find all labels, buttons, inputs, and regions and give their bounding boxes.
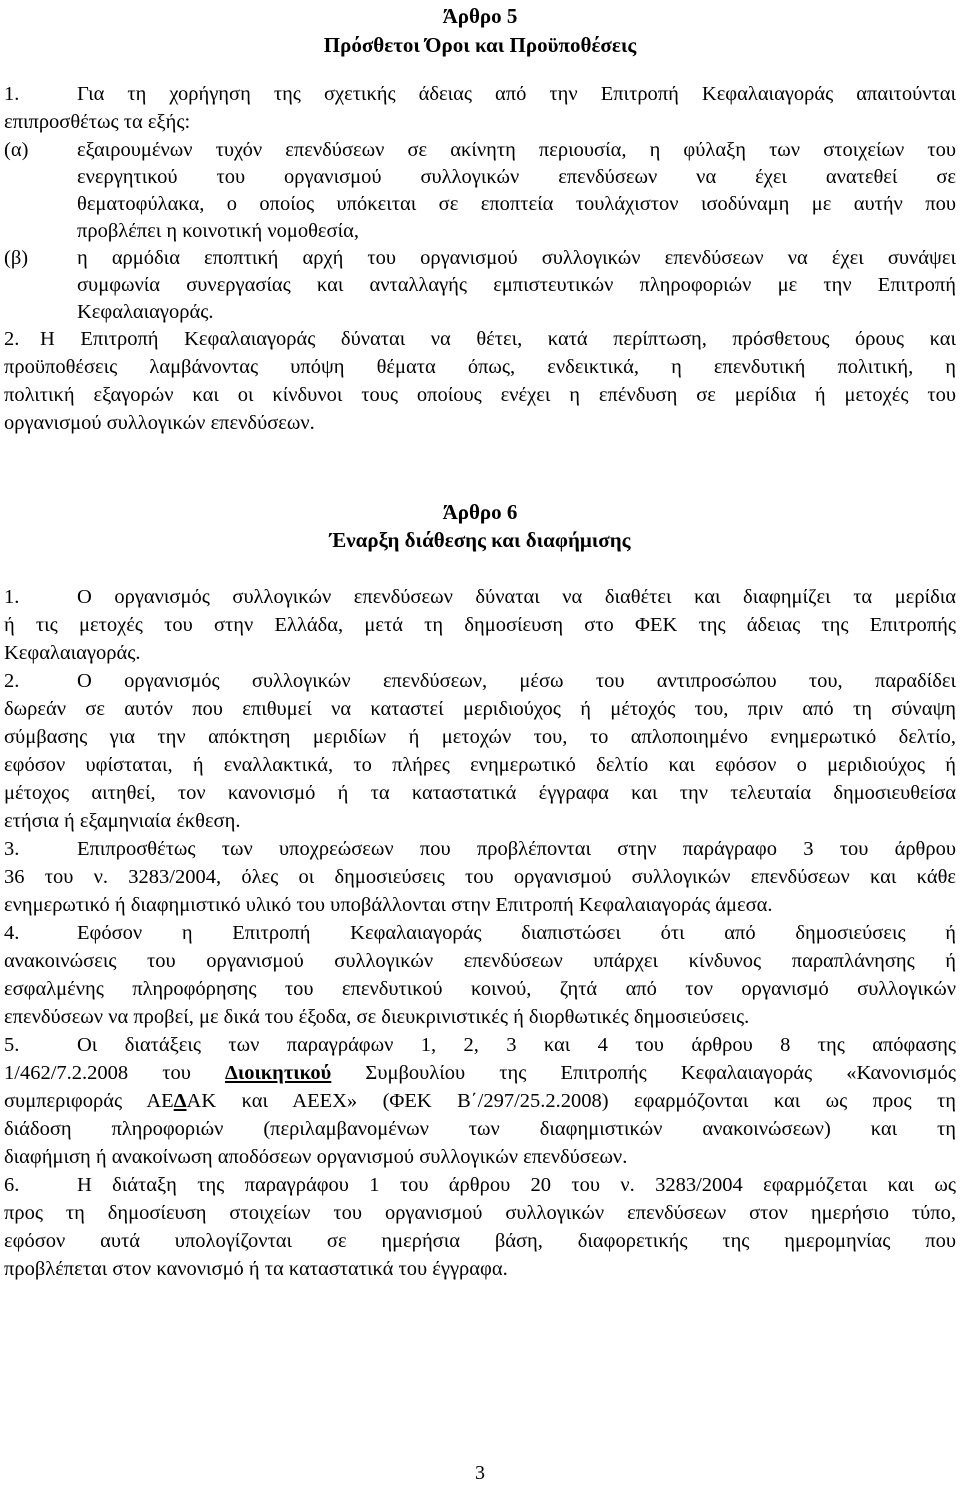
article-6-title: Έναρξη διάθεσης και διαφήμισης: [329, 528, 631, 552]
article-6-heading: Άρθρο 6: [442, 500, 518, 524]
a6-p6-line1: Η διάταξη της παραγράφου 1 του άρθρου 20 του ν. 3283/2004 εφαρμόζεται και ως: [77, 1174, 956, 1196]
a5-item-a-line2: ενεργητικού του οργανισμού συλλογικών επενδύσεων να έχει ανατεθεί σε: [77, 166, 956, 188]
a6-p3-line2: 36 του ν. 3283/2004, όλες οι δημοσιεύσεις του οργανισμού συλλογικών επενδύσεων και κάθε: [4, 866, 956, 888]
a6-p1-number: 1.: [4, 586, 20, 608]
a6-p3-line1: Επιπροσθέτως των υποχρεώσεων που προβλέπονται στην παράγραφο 3 του άρθρου: [77, 838, 956, 860]
a6-p5-number: 5.: [4, 1034, 20, 1056]
a5-item-a-line3: θεματοφύλακα, ο οποίος υπόκειται σε εποπτεία τουλάχιστον ισοδύναμη με αυτήν που: [77, 193, 956, 215]
a5-p2-line1: Η Επιτροπή Κεφαλαιαγοράς δύναται να θέτει, κατά περίπτωση, πρόσθετους όρους και: [40, 328, 956, 350]
a6-p5-line2-pre: 1/462/7.2.2008 του: [4, 1062, 225, 1084]
a6-p4-line3: εσφαλμένης πληροφόρησης του επενδυτικού κοινού, ζητά από τον οργανισμό συλλογικών: [4, 978, 956, 1000]
a6-p5-line5: διαφήμιση ή ανακοίνωση αποδόσεων οργανισμού συλλογικών επενδύσεων.: [4, 1146, 628, 1168]
a5-item-b-line3: Κεφαλαιαγοράς.: [77, 301, 214, 323]
a5-p2-line2: προϋποθέσεις λαμβάνοντας υπόψη θέματα όπως, ενδεικτικά, η επενδυτική πολιτική, η: [4, 356, 956, 378]
a5-p1-line2: επιπροσθέτως τα εξής:: [4, 111, 191, 133]
article-5-title: Πρόσθετοι Όροι και Προϋποθέσεις: [323, 33, 637, 57]
a6-p4-line1: Εφόσον η Επιτροπή Κεφαλαιαγοράς διαπιστώσει ότι από δημοσιεύσεις ή: [77, 922, 956, 944]
a6-p6-number: 6.: [4, 1174, 20, 1196]
a6-p2-line1: Ο οργανισμός συλλογικών επενδύσεων, μέσω του αντιπροσώπου του, παραδίδει: [77, 670, 956, 692]
a5-item-b-line2: συμφωνία συνεργασίας και ανταλλαγής εμπιστευτικών πληροφοριών με την Επιτροπή: [77, 274, 956, 296]
a5-item-b-line1: η αρμόδια εποπτική αρχή του οργανισμού συλλογικών επενδύσεων να έχει συνάψει: [77, 247, 956, 269]
a6-p6-line3: εφόσον αυτά υπολογίζονται σε ημερήσια βάση, διαφορετικής της ημερομηνίας που: [4, 1230, 956, 1252]
a5-item-a-label: (α): [4, 139, 29, 161]
a6-p2-number: 2.: [4, 670, 20, 692]
a5-p1-number: 1.: [4, 83, 20, 105]
a6-p1-line1: Ο οργανισμός συλλογικών επενδύσεων δύναται να διαθέτει και διαφημίζει τα μερίδια: [77, 586, 956, 608]
a6-p2-line3: σύμβασης για την απόκτηση μεριδίων ή μετοχών του, το απλοποιημένο ενημερωτικό δελτίο,: [4, 726, 956, 748]
a6-p1-line2: ή τις μετοχές του στην Ελλάδα, μετά τη δημοσίευση στο ΦΕΚ της άδειας της Επιτροπής: [4, 614, 956, 636]
a6-p2-line2: δωρεάν σε αυτόν που επιθυμεί να καταστεί μεριδιούχος ή μέτοχός του, πριν από τη σύναψη: [4, 698, 956, 720]
a6-p5-line2: [4, 1059, 956, 1087]
a6-p3-line3: ενημερωτικό ή διαφημιστικό υλικό του υποβάλλονται στην Επιτροπή Κεφαλαιαγοράς άμεσα.: [4, 894, 773, 916]
a6-p5-line4: διάδοση πληροφοριών (περιλαμβανομένων των διαφημιστικών ανακοινώσεων) και τη: [4, 1118, 956, 1140]
a6-p5-line2-post: Συμβουλίου της Επιτροπής Κεφαλαιαγοράς «Κανονισμός: [331, 1062, 956, 1084]
a6-p5-line3-post: ΑΚ και ΑΕΕΧ» (ΦΕΚ Β΄/297/25.2.2008) εφαρμόζονται και ως προς τη: [186, 1090, 956, 1112]
a6-p2-line5: μέτοχος αιτηθεί, τον κανονισμό ή τα καταστατικά έγγραφα και την τελευταία δημοσιευθείσα: [4, 782, 956, 804]
a5-p2-line4: οργανισμού συλλογικών επενδύσεων.: [4, 412, 315, 434]
a6-p5-line3-emph: Δ: [173, 1090, 187, 1112]
a6-p4-number: 4.: [4, 922, 20, 944]
a5-item-a-line1: εξαιρουμένων τυχόν επενδύσεων σε ακίνητη περιουσία, η φύλαξη των στοιχείων του: [77, 139, 956, 161]
a6-p2-line4: εφόσον υφίσταται, ή εναλλακτικά, το πλήρες ενημερωτικό δελτίο και εφόσον ο μεριδιούχος ή: [4, 754, 956, 776]
a6-p3-number: 3.: [4, 838, 20, 860]
a6-p6-line2: προς τη δημοσίευση στοιχείων του οργανισμού συλλογικών επενδύσεων στον ημερήσιο τύπο,: [4, 1202, 956, 1224]
a5-p2-line3: πολιτική εξαγορών και οι κίνδυνοι τους οποίους ενέχει η επένδυση σε μερίδια ή μετοχές του: [4, 384, 956, 406]
a5-p2-number: 2.: [4, 328, 20, 350]
a6-p4-line4: επενδύσεων να προβεί, με δικά του έξοδα, σε διευκρινιστικές ή διορθωτικές δημοσιεύσεις.: [4, 1006, 750, 1028]
a6-p2-line6: ετήσια ή εξαμηνιαία έκθεση.: [4, 810, 241, 832]
a6-p5-line2-emph: Διοικητικού: [224, 1062, 332, 1084]
a6-p4-line2: ανακοινώσεις του οργανισμού συλλογικών επενδύσεων υπάρχει κίνδυνος παραπλάνησης ή: [4, 950, 956, 972]
a6-p5-line1: Οι διατάξεις των παραγράφων 1, 2, 3 και 4 του άρθρου 8 της απόφασης: [77, 1034, 956, 1056]
a6-p1-line3: Κεφαλαιαγοράς.: [4, 642, 141, 664]
a5-item-a-line4: προβλέπει η κοινοτική νομοθεσία,: [77, 220, 359, 242]
a6-p5-line3-pre: συμπεριφοράς ΑΕ: [4, 1090, 174, 1112]
a6-p6-line4: προβλέπεται στον κανονισμό ή τα καταστατικά του έγγραφα.: [4, 1258, 508, 1280]
a5-p1-line1: Για τη χορήγηση της σχετικής άδειας από την Επιτροπή Κεφαλαιαγοράς απαιτούνται: [77, 83, 956, 105]
article-5-heading: Άρθρο 5: [442, 4, 518, 28]
a6-p5-line3: [4, 1087, 956, 1115]
page-number: 3: [475, 1462, 485, 1484]
a5-item-b-label: (β): [4, 247, 29, 269]
